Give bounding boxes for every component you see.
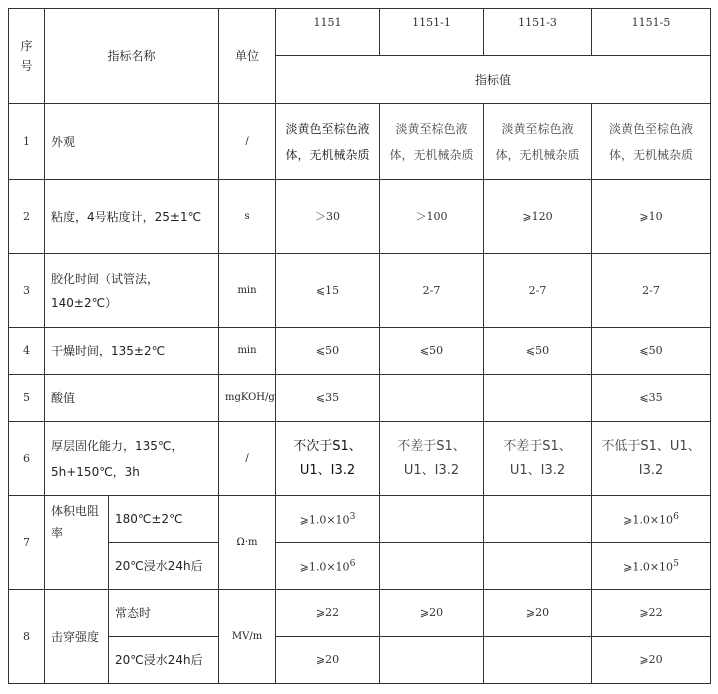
row-unit: min — [219, 254, 276, 328]
sub-condition: 20℃浸水24h后 — [109, 637, 219, 684]
value-text: ⩾1.0×10 — [299, 560, 350, 574]
value-cell: 淡黄至棕色液体，无机械杂质 — [484, 104, 592, 180]
value-cell — [380, 496, 484, 543]
row-number: 8 — [9, 590, 45, 684]
value-cell — [380, 543, 484, 590]
value-cell: ＞100 — [380, 180, 484, 254]
value-cell: ⩾20 — [484, 590, 592, 637]
value-cell: ⩽50 — [592, 328, 711, 375]
value-cell — [276, 496, 380, 543]
sub-condition: 180℃±2℃ — [109, 496, 219, 543]
value-cell: ⩾20 — [276, 637, 380, 684]
value-cell: 不低于S1、U1、I3.2 — [592, 422, 711, 496]
value-cell — [592, 496, 711, 543]
value-cell: 淡黄至棕色液体，无机械杂质 — [380, 104, 484, 180]
value-cell — [380, 375, 484, 422]
row-name: 击穿强度 — [45, 590, 109, 684]
value-cell: 不次于S1、U1、I3.2 — [276, 422, 380, 496]
value-cell: 不差于S1、U1、I3.2 — [484, 422, 592, 496]
row-number: 5 — [9, 375, 45, 422]
value-cell — [484, 496, 592, 543]
row-unit: min — [219, 328, 276, 375]
row-name: 酸值 — [45, 375, 219, 422]
value-cell: 淡黄色至棕色液体，无机械杂质 — [276, 104, 380, 180]
value-cell: ⩽15 — [276, 254, 380, 328]
value-exponent: 6 — [349, 558, 356, 570]
row-number: 3 — [9, 254, 45, 328]
header-seq: 序号 — [9, 9, 45, 104]
row-number: 7 — [9, 496, 45, 590]
row-number: 4 — [9, 328, 45, 375]
row-unit: / — [219, 422, 276, 496]
value-cell: 2-7 — [380, 254, 484, 328]
value-cell: ⩾20 — [592, 637, 711, 684]
header-model: 1151-1 — [380, 9, 484, 56]
value-text: ⩾1.0×10 — [623, 560, 674, 574]
value-text: ⩾1.0×10 — [299, 513, 350, 527]
value-cell — [484, 637, 592, 684]
row-unit: mgKOH/g — [219, 375, 276, 422]
header-model: 1151 — [276, 9, 380, 56]
value-cell: ⩽50 — [484, 328, 592, 375]
sub-condition: 20℃浸水24h后 — [109, 543, 219, 590]
value-cell: 淡黄色至棕色液体，无机械杂质 — [592, 104, 711, 180]
row-unit: MV/m — [219, 590, 276, 684]
value-cell — [484, 543, 592, 590]
value-cell — [484, 375, 592, 422]
row-name: 厚层固化能力，135℃，5h+150℃，3h — [45, 422, 219, 496]
value-cell: ⩾10 — [592, 180, 711, 254]
row-unit: Ω·m — [219, 496, 276, 590]
value-cell: ⩾22 — [592, 590, 711, 637]
value-cell — [276, 543, 380, 590]
value-cell: ⩾120 — [484, 180, 592, 254]
value-exponent: 3 — [349, 511, 356, 523]
value-cell: 2-7 — [484, 254, 592, 328]
row-name: 体积电阻率 — [45, 496, 109, 590]
header-value-label: 指标值 — [276, 56, 711, 104]
value-cell: 2-7 — [592, 254, 711, 328]
header-model: 1151-3 — [484, 9, 592, 56]
row-unit: s — [219, 180, 276, 254]
value-cell: ＞30 — [276, 180, 380, 254]
value-cell: 不差于S1、U1、I3.2 — [380, 422, 484, 496]
row-name: 外观 — [45, 104, 219, 180]
value-cell: ⩽50 — [380, 328, 484, 375]
row-name: 胶化时间（试管法，140±2℃） — [45, 254, 219, 328]
row-name: 干燥时间，135±2℃ — [45, 328, 219, 375]
value-cell — [592, 543, 711, 590]
row-unit: / — [219, 104, 276, 180]
value-cell: ⩽35 — [592, 375, 711, 422]
row-name: 粘度，4号粘度计，25±1℃ — [45, 180, 219, 254]
value-cell: ⩾22 — [276, 590, 380, 637]
sub-condition: 常态时 — [109, 590, 219, 637]
header-name: 指标名称 — [45, 9, 219, 104]
value-cell: ⩽35 — [276, 375, 380, 422]
row-number: 6 — [9, 422, 45, 496]
header-unit: 单位 — [219, 9, 276, 104]
row-number: 1 — [9, 104, 45, 180]
value-exponent: 5 — [673, 558, 679, 570]
value-cell — [380, 637, 484, 684]
header-model: 1151-5 — [592, 9, 711, 56]
value-cell: ⩾20 — [380, 590, 484, 637]
spec-table — [8, 8, 711, 684]
value-text: ⩾1.0×10 — [623, 513, 674, 527]
value-cell: ⩽50 — [276, 328, 380, 375]
row-number: 2 — [9, 180, 45, 254]
value-exponent: 6 — [673, 511, 679, 523]
